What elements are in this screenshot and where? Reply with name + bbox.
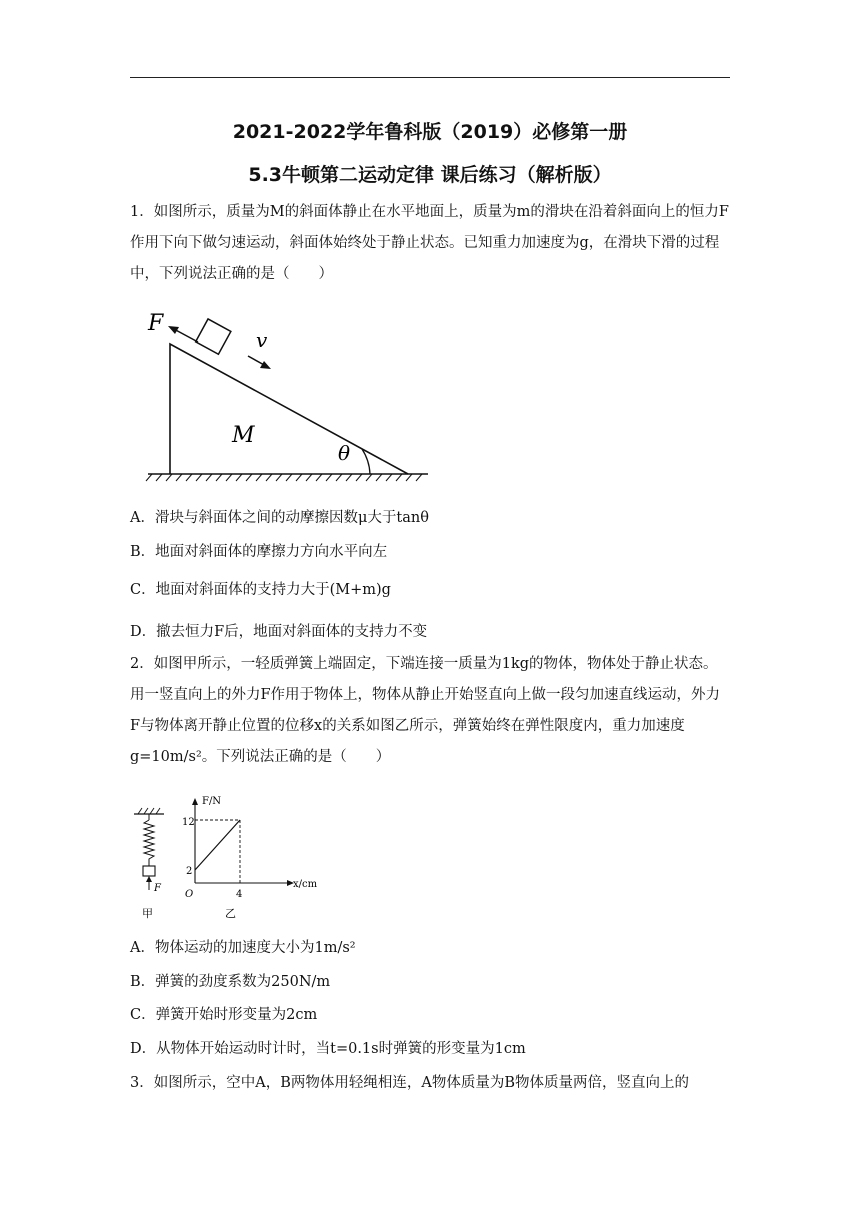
q1-option-c: C．地面对斜面体的支持力大于(M+m)g (130, 582, 391, 598)
spring-mass (143, 866, 155, 876)
question-2-stem: 2．如图甲所示，一轻质弹簧上端固定，下端连接一质量为1kg的物体，物体处于静止状态。用一竖直向上的外力F作用于物体上，物体从静止开始竖直向上做一段匀加速直线运动，外力F与物体离开静止位置的位移x的关系如图乙所示，弹簧始终在弹性限度内，重力加速度g=10m/s²。下列说法正确的是（ ） (130, 656, 721, 765)
origin-label: O (185, 889, 194, 900)
spring-coil (144, 820, 154, 866)
sliding-block (196, 319, 231, 354)
series-line (195, 820, 240, 870)
q2-option-c: C．弹簧开始时形变量为2cm (130, 1007, 318, 1023)
q2-option-a: A．物体运动的加速度大小为1m/s² (130, 940, 356, 956)
ceiling-hatch (138, 808, 160, 814)
x-tick-4: 4 (236, 889, 243, 900)
q2-option-b: B．弹簧的劲度系数为250N/m (130, 974, 331, 990)
y-axis-label: F/N (202, 796, 222, 807)
spring-force-label: F (154, 883, 161, 894)
question-1-stem: 1．如图所示，质量为M的斜面体静止在水平地面上，质量为m的滑块在沿着斜面向上的恒力F作用下向下做匀速运动，斜面体始终处于静止状态。已知重力加速度为g，在滑块下滑的过程中，下列说法正确的是（ ） (130, 204, 729, 282)
page-subtitle: 5.3牛顿第二运动定律 课后练习（解析版） (248, 164, 612, 186)
q1-option-a: A．滑块与斜面体之间的动摩擦因数μ大于tanθ (130, 510, 429, 526)
y-tick-2: 2 (186, 866, 193, 877)
ground-hatch (146, 474, 422, 481)
question-3-stem: 3．如图所示，空中A，B两物体用轻绳相连，A物体质量为B物体质量两倍，竖直向上的 (130, 1075, 689, 1091)
mass-label: M (232, 423, 255, 448)
incline-wedge (170, 344, 408, 474)
force-label: F (148, 311, 164, 336)
angle-label: θ (338, 441, 351, 465)
q1-option-b: B．地面对斜面体的摩擦力方向水平向左 (130, 544, 388, 560)
q1-option-d: D．撤去恒力F后，地面对斜面体的支持力不变 (130, 624, 428, 640)
x-axis-label: x/cm (293, 879, 318, 890)
q2-option-d: D．从物体开始运动时计时，当t=0.1s时弹簧的形变量为1cm (130, 1041, 526, 1057)
velocity-label: v (256, 328, 268, 352)
header-rule (130, 77, 730, 78)
incline-figure (130, 300, 440, 485)
page-title: 2021-2022学年鲁科版（2019）必修第一册 (232, 121, 628, 143)
fig-right-label: 乙 (225, 907, 236, 920)
y-tick-12: 12 (182, 817, 195, 828)
fig-left-label: 甲 (142, 907, 153, 920)
spring-graph-figure (130, 790, 340, 920)
